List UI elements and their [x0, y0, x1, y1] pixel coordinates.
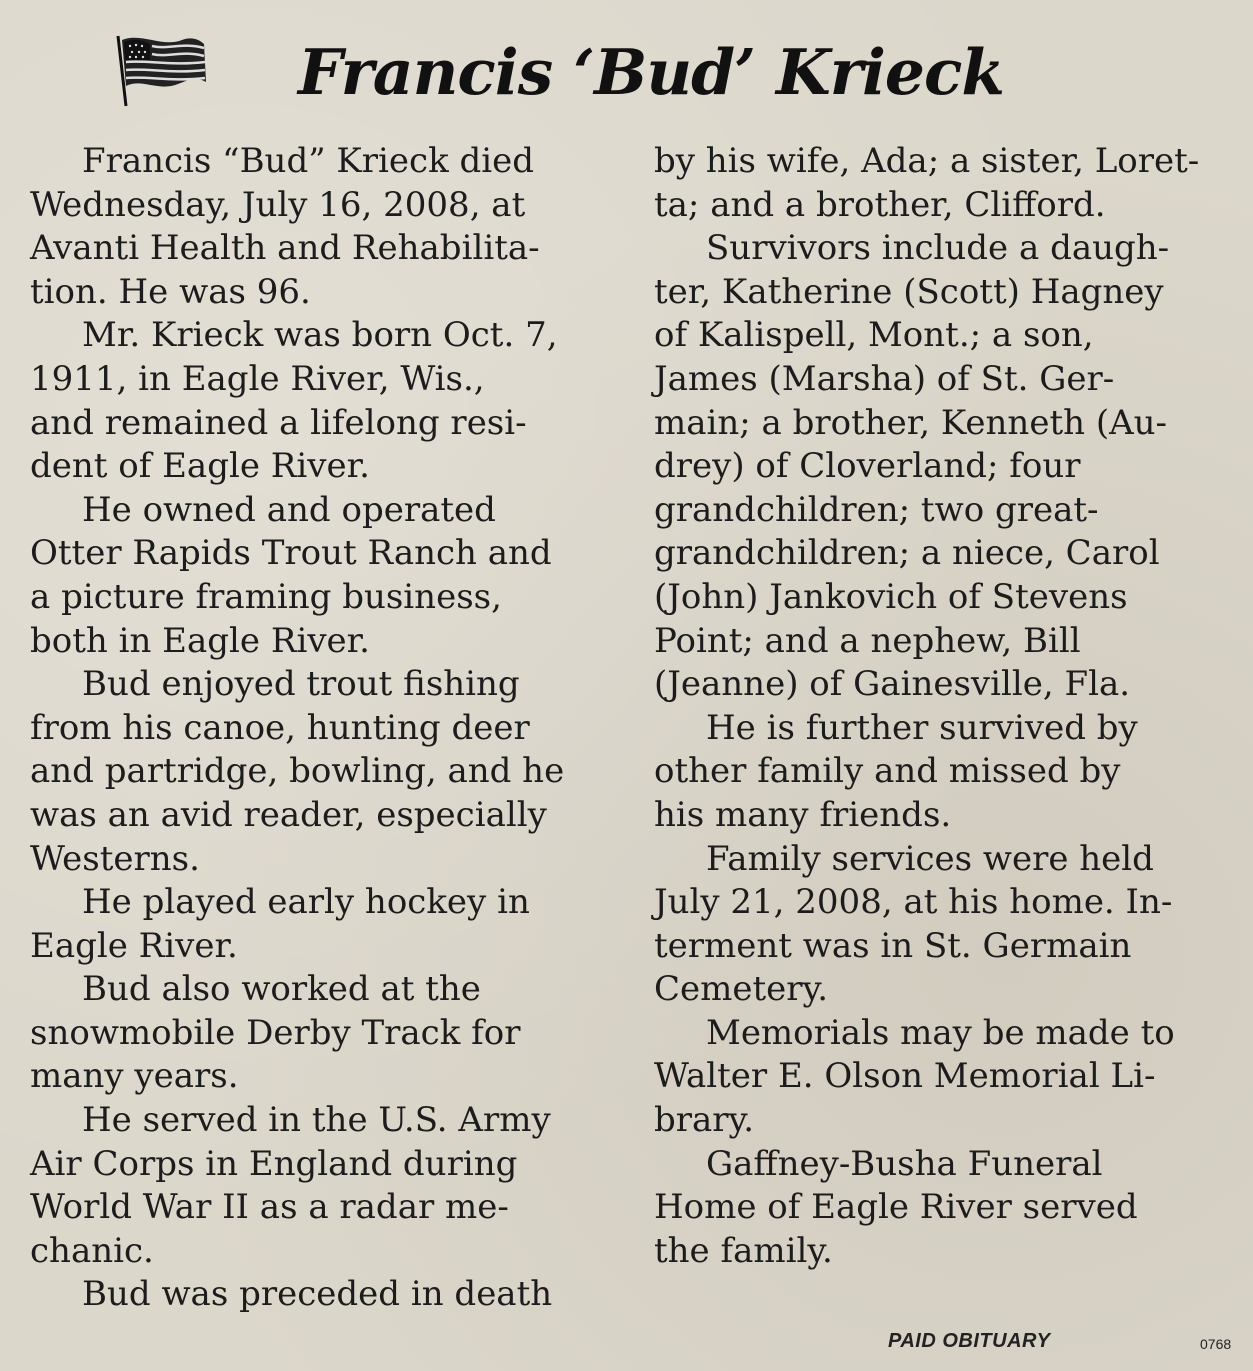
paragraph: Mr. Krieck was born Oct. 7, 1911, in Eagle River, Wis., and remained a lifelong resi- dent of Eagle River.	[30, 315, 558, 487]
ad-code: 0768	[1200, 1336, 1232, 1352]
paid-obituary-label: PAID OBITUARY	[888, 1330, 1051, 1352]
paragraph: Bud was preceded in death	[82, 1274, 553, 1315]
paragraph: He is further survived by other family and missed by his many friends.	[654, 707, 1138, 835]
paragraph: Family services were held July 21, 2008, at his home. In- terment was in St. Germain Cemetery.	[654, 838, 1173, 1010]
paragraph: by his wife, Ada; a sister, Loret- ta; and a brother, Clifford.	[654, 141, 1200, 225]
paragraph: Bud also worked at the snowmobile Derby Track for many years.	[30, 969, 521, 1097]
paragraph: Memorials may be made to Walter E. Olson Memorial Li- brary.	[654, 1012, 1175, 1141]
paragraph: Survivors include a daugh- ter, Katherine (Scott) Hagney of Kalispell, Mont.; a son, James (Marsha) of St. Ger- main; a brother, Kenneth (Au- drey) of Cloverland; four grandchildren; two great- grandchildren; a niece, Carol (John) Jankovich of Stevens Point; and a nephew, Bill (Jeanne) of Gainesville, Fla.	[654, 228, 1170, 705]
paragraph: He served in the U.S. Army Air Corps in England during World War II as a radar me- chanic.	[30, 1100, 551, 1271]
paragraph: Francis “Bud” Krieck died Wednesday, July 16, 2008, at Avanti Health and Rehabilita- tion. He was 96.	[30, 141, 540, 312]
paragraph: He played early hockey in Eagle River.	[30, 882, 530, 966]
paragraph: He owned and operated Otter Rapids Trout Ranch and a picture framing business, both in Eagle River.	[30, 489, 552, 661]
obituary-header	[0, 18, 1253, 118]
obituary-title: Francis ‘Bud’ Krieck	[298, 35, 1005, 109]
paragraph: Bud enjoyed trout fishing from his canoe, hunting deer and partridge, bowling, and he was an avid reader, especially Westerns.	[30, 664, 565, 879]
left-column	[30, 140, 612, 1317]
right-column	[654, 140, 1236, 1273]
paragraph: Gaffney-Busha Funeral Home of Eagle River served the family.	[654, 1143, 1138, 1271]
american-flag-icon	[112, 30, 208, 108]
